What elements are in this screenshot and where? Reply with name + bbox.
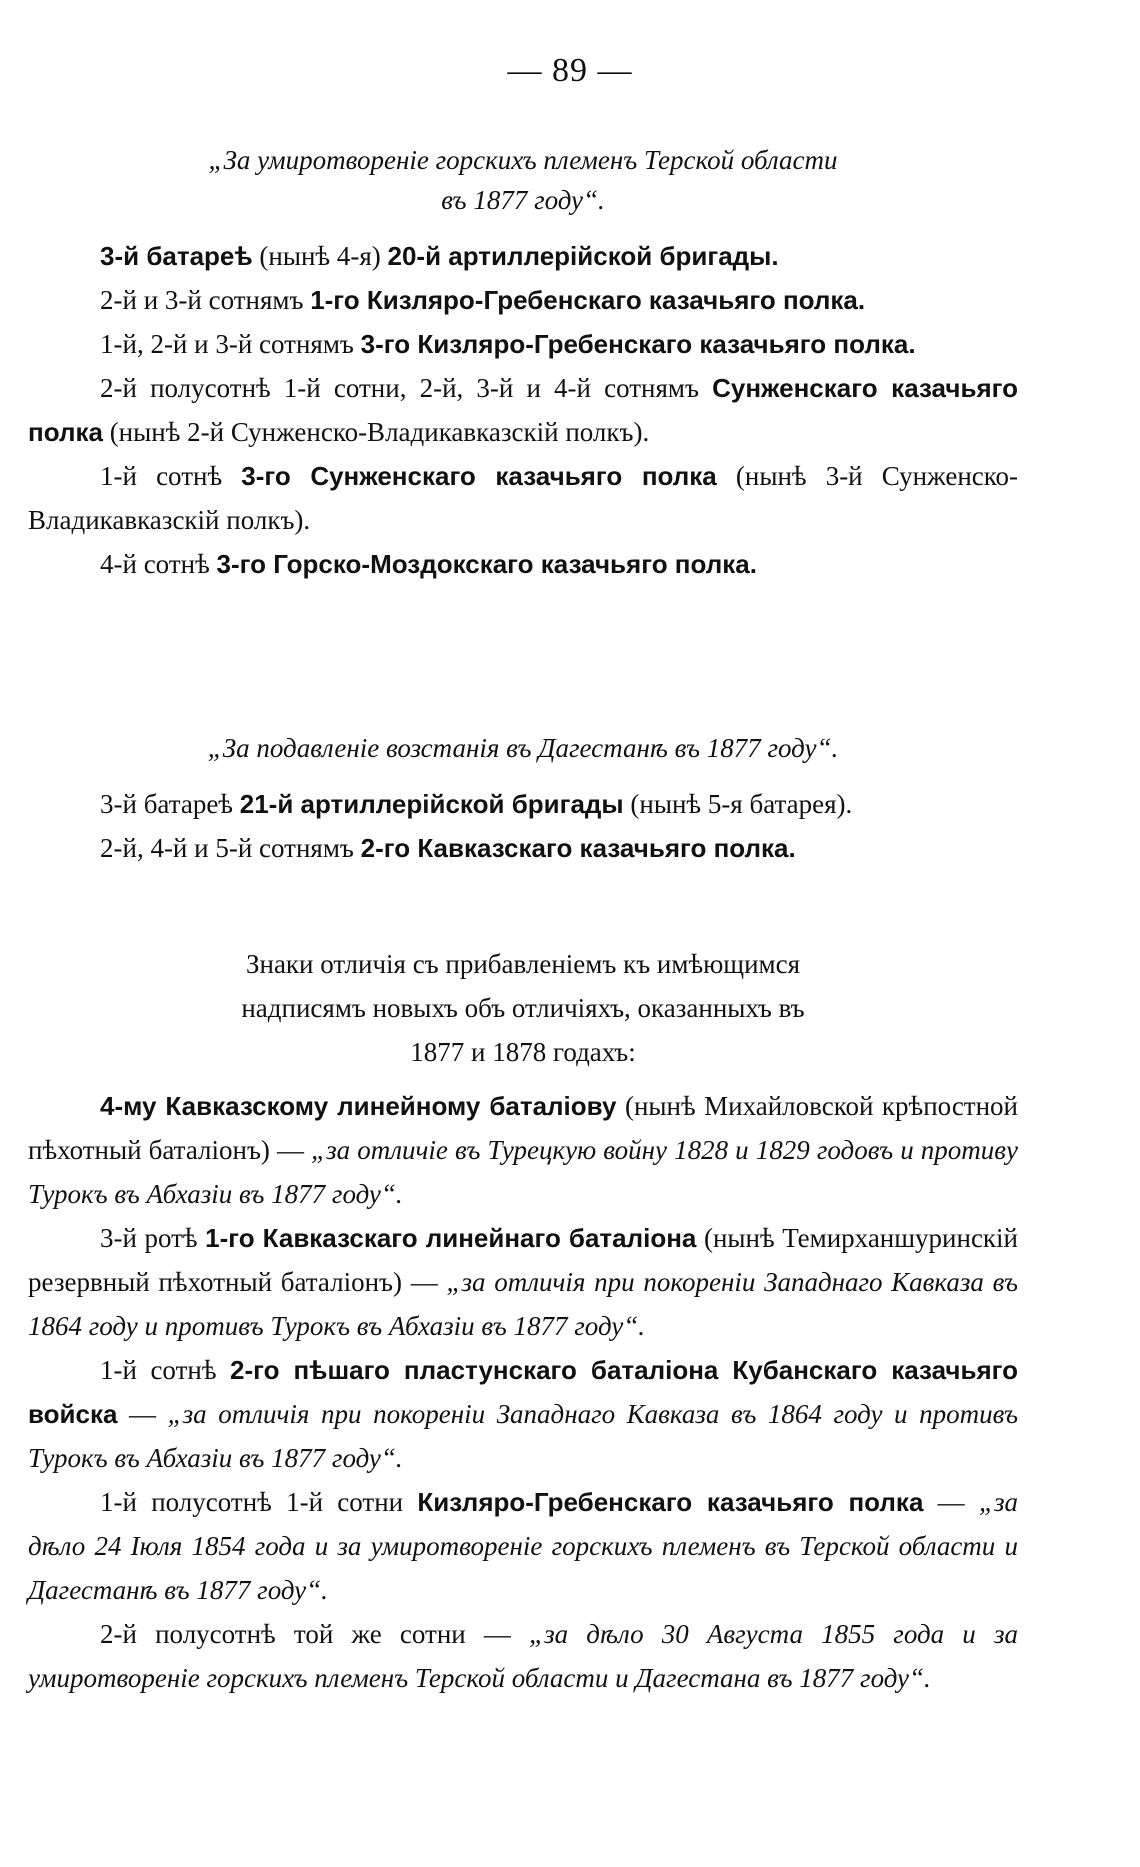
award-entry <box>28 542 1018 586</box>
inscription-text: „за отличія при покореніи Западнаго Кавказа въ 1864 году и противъ Турокъ въ Абхазіи въ 1877 году“. <box>28 1267 1018 1341</box>
section-title: „За умиротвореніе горскихъ племенъ Терской области <box>208 145 838 175</box>
award-list <box>28 1084 1018 1700</box>
unit-name: 3-й батареѣ <box>100 241 253 271</box>
entry-text: (нынѣ Темирханшуринскій резервный пѣхотный баталіонъ) — <box>28 1223 1019 1297</box>
award-list <box>28 234 1018 586</box>
section-terek <box>28 140 1018 586</box>
award-entry <box>28 366 1018 454</box>
award-entry <box>28 782 1018 826</box>
unit-name: 20-й артиллерійской бригады. <box>387 241 779 271</box>
unit-name: 2-го пѣшаго пластунскаго баталіона Кубанскаго казачьяго войска <box>28 1355 1018 1429</box>
inscription-text: „за отличія при покореніи Западнаго Кавказа въ 1864 году и противъ Турокъ въ Абхазіи въ 1877 году“. <box>28 1399 1018 1473</box>
unit-name: 3-го Сунженскаго казачьяго полка <box>241 461 717 491</box>
unit-name: Сунженскаго казачьяго полка <box>28 373 1018 447</box>
award-entry <box>28 322 1018 366</box>
unit-name: 4-му Кавказскому линейному баталіову <box>100 1091 617 1121</box>
entry-text: (нынѣ Михайловской крѣпостной пѣхотный баталіонъ) — <box>28 1091 1018 1165</box>
unit-name: 3-го Кизляро-Гребенскаго казачьяго полка. <box>360 329 916 359</box>
award-entry <box>28 1480 1018 1612</box>
section-insignia <box>28 942 1018 1700</box>
unit-name: 1-го Кизляро-Гребенскаго казачьяго полка. <box>310 285 866 315</box>
unit-name: 2-го Кавказскаго казачьяго полка. <box>360 833 796 863</box>
entry-text: 2-й и 3-й сотнямъ <box>100 285 311 315</box>
section-title-year: въ 1877 году“. <box>441 185 605 215</box>
award-entry <box>28 1348 1018 1480</box>
unit-name: 21-й артиллерійской бригады <box>239 789 624 819</box>
unit-name: 3-го Горско-Моздокскаго казачьяго полка. <box>216 549 757 579</box>
entry-text: (нынѣ 4-я) <box>252 241 388 271</box>
section-heading: надписямъ новыхъ объ отличіяхъ, оказанныхъ въ <box>241 993 805 1023</box>
page-number: — 89 — <box>507 52 633 89</box>
entry-text: 3-й ротѣ <box>100 1223 206 1253</box>
entry-text: 1-й сотнѣ <box>100 1355 230 1385</box>
entry-text: 3-й батареѣ <box>100 789 240 819</box>
inscription-text: „за дѣло 30 Августа 1855 года и за умиротвореніе горскихъ племенъ Терской области и Дагестана въ 1877 году“. <box>28 1619 1019 1693</box>
unit-name: Кизляро-Гребенскаго казачьяго полка <box>417 1487 924 1517</box>
award-entry <box>28 1084 1018 1216</box>
entry-text: (нынѣ 2-й Сунженско-Владикавказскій полкъ). <box>102 417 650 447</box>
entry-text: 2-й, 4-й и 5-й сотнямъ <box>100 833 361 863</box>
entry-text: 4-й сотнѣ <box>100 549 217 579</box>
entry-text: — <box>923 1487 979 1517</box>
entry-text: 2-й полусотнѣ той же сотни — <box>100 1619 530 1649</box>
entry-text: 1-й полусотнѣ 1-й сотни <box>100 1487 418 1517</box>
unit-name: 1-го Кавказскаго линейнаго баталіона <box>205 1223 697 1253</box>
award-entry <box>28 1216 1018 1348</box>
entry-text: 2-й полусотнѣ 1-й сотни, 2-й, 3-й и 4-й сотнямъ <box>100 373 713 403</box>
entry-text: — <box>117 1399 168 1429</box>
award-entry <box>28 454 1018 542</box>
section-heading: Знаки отличія съ прибавленіемъ къ имѣющимся <box>245 949 801 979</box>
inscription-text: „за дѣло 24 Іюля 1854 года и за умиротвореніе горскихъ племенъ въ Терской области и Дагестанѣ въ 1877 году“. <box>28 1487 1018 1605</box>
entry-text: (нынѣ 5-я батарея). <box>623 789 853 819</box>
entry-text: 1-й сотнѣ <box>100 461 242 491</box>
entry-text: 1-й, 2-й и 3-й сотнямъ <box>100 329 361 359</box>
award-entry <box>28 1612 1018 1700</box>
award-entry <box>28 826 1018 870</box>
award-entry <box>28 278 1018 322</box>
section-title: „За подавленіе возстанія въ Дагестанѣ въ 1877 году“. <box>207 733 839 763</box>
entry-text: (нынѣ 3-й Сунженско-Владикавказскій полкъ). <box>28 461 1018 535</box>
inscription-text: „за отличіе въ Турецкую войну 1828 и 1829 годовъ и противу Турокъ въ Абхазіи въ 1877 году“. <box>28 1135 1018 1209</box>
section-dagestan <box>28 728 1018 870</box>
award-list <box>28 782 1018 870</box>
section-heading: 1877 и 1878 годахъ: <box>410 1037 636 1067</box>
award-entry <box>28 234 1018 278</box>
